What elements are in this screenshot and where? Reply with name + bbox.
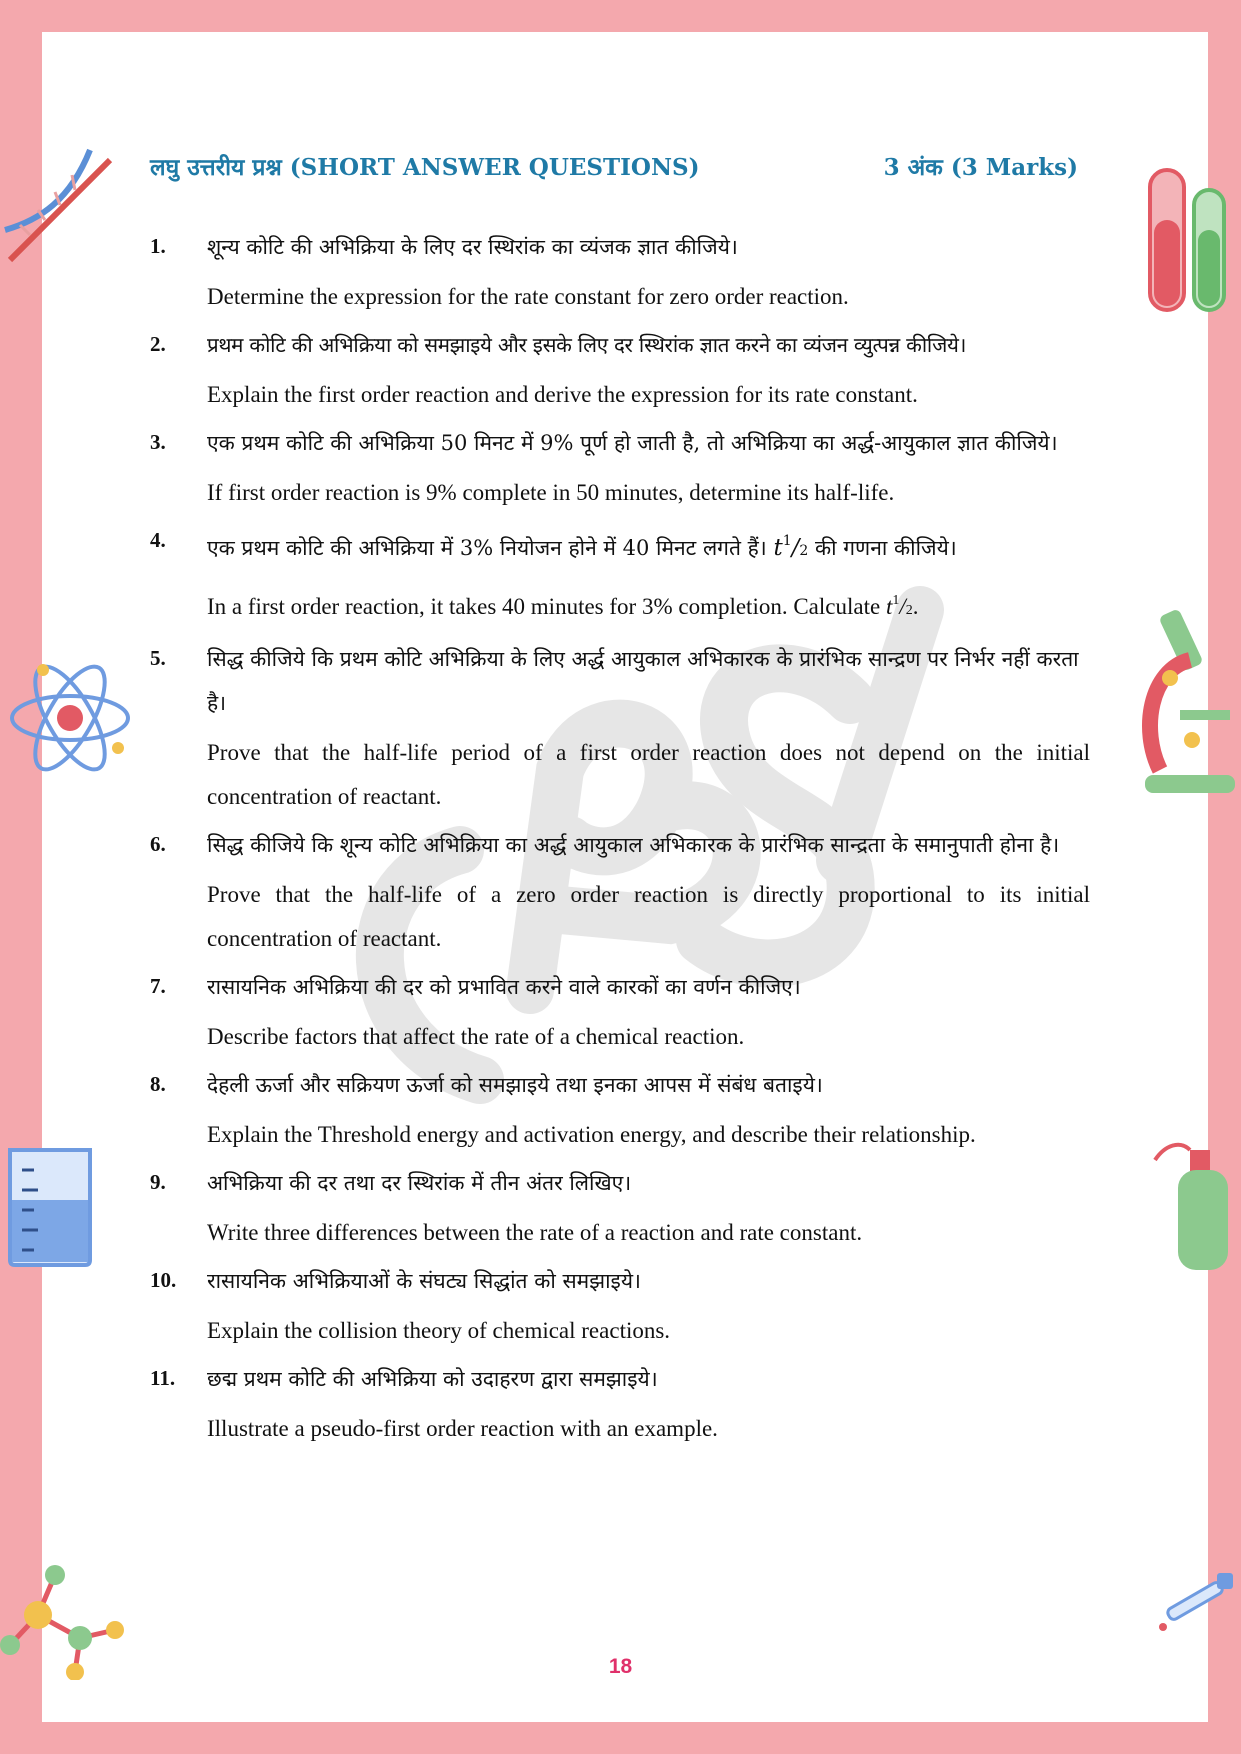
question-text-english: Describe factors that affect the rate of a chemical reaction. [207,1024,745,1049]
section-header [150,150,1078,182]
question-text-english: Determine the expression for the rate constant for zero order reaction. [207,284,849,309]
question-item [150,823,1090,961]
question-text-english: Explain the Threshold energy and activation energy, and describe their relationship. [207,1122,976,1147]
question-item [150,1259,1090,1353]
question-text-hindi: शून्य कोटि की अभिक्रिया के लिए दर स्थिरांक का व्यंजक ज्ञात कीजिये। [207,235,738,259]
question-text-english: Explain the collision theory of chemical reactions. [207,1318,671,1343]
dropper-icon [1155,1565,1241,1635]
half-life-den: 2 [799,543,809,559]
question-number: 7. [150,974,166,998]
question-text-english: Explain the first order reaction and derive the expression for its rate constant. [207,382,918,407]
question-number: 8. [150,1072,166,1096]
question-text-hindi: सिद्ध कीजिये कि शून्य कोटि अभिक्रिया का अर्द्ध आयुकाल अभिकारक के प्रारंभिक सान्द्रता के समानुपाती होना है। [207,833,1060,857]
question-item [150,965,1090,1059]
half-life-symbol: $t^1/2$ [773,533,809,561]
beaker-icon [0,1140,100,1270]
page-number: 18 [608,1655,633,1678]
section-marks: 3 अंक (3 Marks) [883,154,1078,181]
question-text-hindi: अभिक्रिया की दर तथा दर स्थिरांक में तीन अंतर लिखिए। [207,1171,632,1195]
question-text-hindi-part: की गणना कीजिये। [814,536,957,560]
question-item [150,1161,1090,1255]
question-text-hindi: रासायनिक अभिक्रिया की दर को प्रभावित करने वाले कारकों का वर्णन कीजिए। [207,975,801,999]
question-item [150,1063,1090,1157]
question-item [150,519,1090,633]
question-number: 1. [150,234,166,258]
question-number: 10. [150,1268,177,1292]
question-text-hindi: प्रथम कोटि की अभिक्रिया को समझाइये और इसके लिए दर स्थिरांक ज्ञात करने का व्यंजन व्युत्पन्न कीजिये। [207,333,967,357]
half-life-t: t [773,535,783,561]
question-text-english: Prove that the half-life of a zero order reaction is directly proportional to its initial concentration of reactant. [207,882,1090,951]
half-life-den: 2 [905,603,913,618]
half-life-num: 1 [892,593,900,608]
question-number: 4. [150,528,166,552]
wash-bottle-icon [1150,1130,1240,1280]
dna-icon [0,140,125,270]
half-life-symbol: $t^1/2$ [885,593,913,619]
question-number: 5. [150,646,166,670]
question-text-hindi-part: एक प्रथम कोटि की अभिक्रिया में 3% नियोजन होने में 40 मिनट लगते हैं। [207,536,767,560]
microscope-icon [1140,600,1240,800]
question-list [150,225,1090,1455]
question-number: 6. [150,832,166,856]
question-text-english: Prove that the half-life period of a first order reaction does not depend on the initial concentration of reactant. [207,740,1090,809]
question-number: 3. [150,430,166,454]
question-item [150,1357,1090,1451]
question-item [150,225,1090,319]
question-text-hindi: देहली ऊर्जा और सक्रियण ऊर्जा को समझाइये तथा इनका आपस में संबंध बताइये। [207,1073,823,1097]
question-text-hindi: सिद्ध कीजिये कि प्रथम कोटि अभिक्रिया के लिए अर्द्ध आयुकाल अभिकारक के प्रारंभिक सान्द्रण पर निर्भर नहीं करता है। [207,647,1079,715]
atom-icon [8,648,138,788]
question-text-english-part: In a first order reaction, it takes 40 minutes for 3% completion. Calculate [207,594,881,619]
question-number: 11. [150,1366,176,1390]
half-life-num: 1 [782,533,792,549]
question-item [150,637,1090,819]
section-title: लघु उत्तरीय प्रश्न (SHORT ANSWER QUESTIONS) [150,154,700,181]
question-item [150,421,1090,515]
question-text-hindi: एक प्रथम कोटि की अभिक्रिया 50 मिनट में 9% पूर्ण हो जाती है, तो अभिक्रिया का अर्द्ध-आयुकाल ज्ञात कीजिये। [207,431,1058,455]
question-text-english: Illustrate a pseudo-first order reaction with an example. [207,1416,718,1441]
question-text-english [207,579,1090,633]
question-number: 2. [150,332,166,356]
question-text-english-part: . [912,594,919,619]
half-life-t: t [885,594,893,619]
question-text-english: Write three differences between the rate of a reaction and rate constant. [207,1220,863,1245]
question-text-hindi [207,519,1090,573]
question-text-english: If first order reaction is 9% complete in 50 minutes, determine its half-life. [207,480,895,505]
question-text-hindi: रासायनिक अभिक्रियाओं के संघट्य सिद्धांत को समझाइये। [207,1269,641,1293]
test-tubes-icon [1140,160,1235,320]
question-text-hindi: छद्म प्रथम कोटि की अभिक्रिया को उदाहरण द्वारा समझाइये। [207,1367,658,1391]
question-number: 9. [150,1170,166,1194]
question-item [150,323,1090,417]
